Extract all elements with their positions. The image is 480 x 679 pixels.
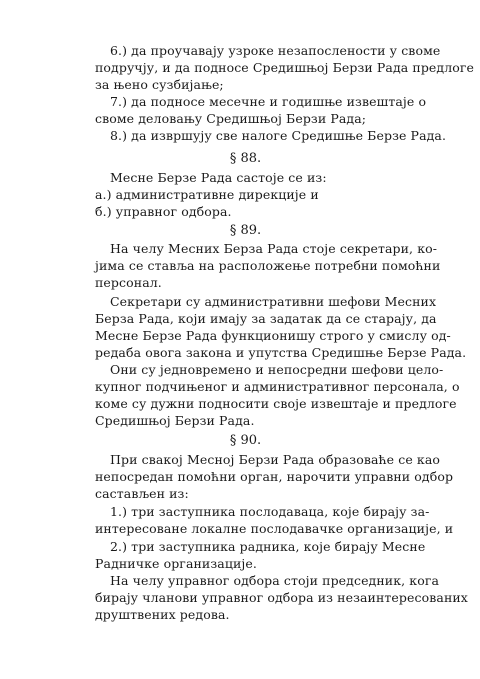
text-line: Секретари су административни шефови Месних xyxy=(110,294,437,309)
text-line: коме су дужни подносити своје извештаје и предлоге xyxy=(95,396,457,411)
text-line: редаба овога закона и упутства Средишње Берзе Рада. xyxy=(95,345,467,360)
text-line: интересоване локалне послодавачке организације, и xyxy=(95,521,454,536)
text-line: Месне Берзе Рада састоје се из: xyxy=(110,170,327,185)
text-line: купног подчињеног и административног персонала, о xyxy=(95,379,460,394)
text-line: 2.) три заступника радника, које бирају Месне xyxy=(110,539,426,554)
text-line: јима се ставља на расположење потребни помоћни xyxy=(95,258,441,273)
text-line: 6.) да проучавају узроке незапослености у своме xyxy=(110,43,441,58)
text-line: непосредан помоћни орган, нарочити управни одбор xyxy=(95,469,454,484)
text-line: а.) административне дирекције и xyxy=(95,187,319,202)
section-heading: § 89. xyxy=(229,223,262,238)
text-line: 1.) три заступника послодаваца, које бирају за- xyxy=(110,504,430,519)
text-line: бирају чланови управног одбора из незаинтересованих xyxy=(95,590,468,605)
text-line: 8.) да извршују све налоге Средишње Берзе Рада. xyxy=(110,128,447,143)
text-line: б.) управног одбора. xyxy=(95,204,232,219)
text-line: Средишњој Берзи Рада. xyxy=(95,413,255,428)
text-line: друштвених редова. xyxy=(95,607,230,622)
section-heading: § 88. xyxy=(229,151,262,166)
text-line: 7.) да подносе месечне и годишње извештаје о xyxy=(110,94,427,109)
text-line: своме деловању Средишњој Берзи Рада; xyxy=(95,111,367,126)
text-line: При свакој Месној Берзи Рада образоваће се као xyxy=(110,452,441,467)
text-line: Берза Рада, који имају за задатак да се старају, да xyxy=(95,311,437,326)
text-line: подручју, и да подносе Средишњој Берзи Рада предлоге xyxy=(95,60,475,75)
text-line: Месне Берзе Рада функционишу строго у смислу од- xyxy=(95,328,451,343)
text-line: Радничке организације. xyxy=(95,556,257,571)
text-line: На челу управног одбора стоји председник, кога xyxy=(110,573,440,588)
text-line: састављен из: xyxy=(95,486,189,501)
text-line: персонал. xyxy=(95,275,162,290)
text-line: Они су једновремено и непосредни шефови цело- xyxy=(110,362,444,377)
text-line: На челу Месних Берза Рада стоје секретари, ко- xyxy=(110,241,438,256)
text-line: за њено сузбијање; xyxy=(95,77,224,92)
section-heading: § 90. xyxy=(229,433,262,448)
